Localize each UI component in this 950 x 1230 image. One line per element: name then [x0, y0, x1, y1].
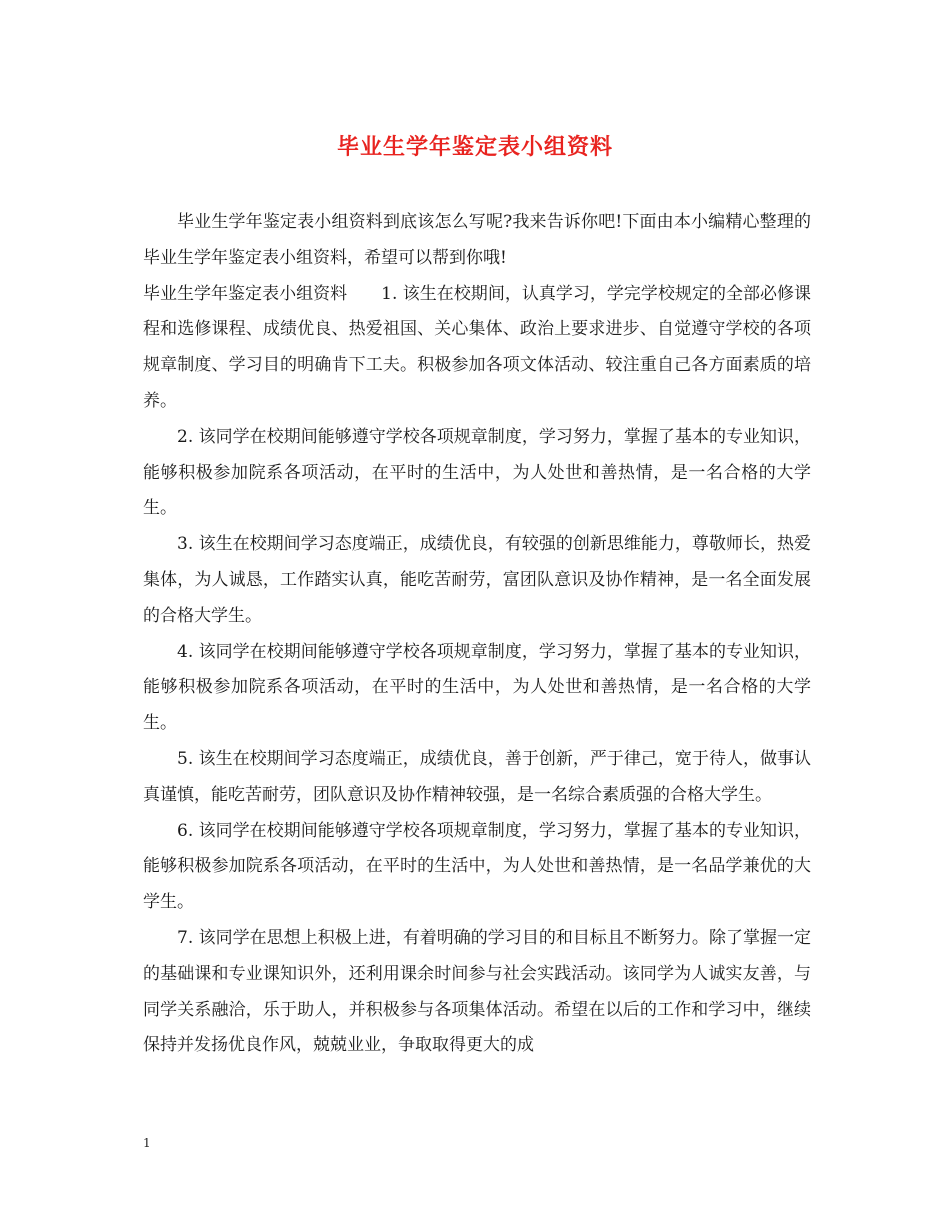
item-2-paragraph: 2. 该同学在校期间能够遵守学校各项规章制度，学习努力，掌握了基本的专业知识，能够积极参加院系各项活动，在平时的生活中，为人处世和善热情，是一名合格的大学生。 — [143, 426, 811, 519]
document-title: 毕业生学年鉴定表小组资料 — [336, 134, 613, 160]
document-body — [143, 205, 811, 1064]
item-3-paragraph: 3. 该生在校期间学习态度端正，成绩优良，有较强的创新思维能力，尊敬师长，热爱集体，为人诚恳，工作踏实认真，能吃苦耐劳，富团队意识及协作精神，是一名全面发展的合格大学生。 — [143, 534, 811, 626]
page-number: 1 — [143, 1136, 151, 1150]
item-7-paragraph: 7. 该同学在思想上积极上进，有着明确的学习目的和目标且不断努力。除了掌握一定的基础课和专业课知识外，还利用课余时间参与社会实践活动。该同学为人诚实友善，与同学关系融洽，乐于助人，并积极参与各项集体活动。希望在以后的工作和学习中，继续保持并发扬优良作风，兢兢业业，争取取得更大的成 — [143, 927, 811, 1056]
item-6-paragraph: 6. 该同学在校期间能够遵守学校各项规章制度，学习努力，掌握了基本的专业知识，能够积极参加院系各项活动，在平时的生活中，为人处世和善热情，是一名品学兼优的大学生。 — [143, 820, 811, 913]
item-5-paragraph: 5. 该生在校期间学习态度端正，成绩优良，善于创新，严于律己，宽于待人，做事认真谨慎，能吃苦耐劳，团队意识及协作精神较强，是一名综合素质强的合格大学生。 — [143, 748, 811, 805]
item-4-paragraph: 4. 该同学在校期间能够遵守学校各项规章制度，学习努力，掌握了基本的专业知识，能够积极参加院系各项活动，在平时的生活中，为人处世和善热情，是一名合格的大学生。 — [143, 641, 811, 734]
intro-paragraph: 毕业生学年鉴定表小组资料到底该怎么写呢?我来告诉你吧!下面由本小编精心整理的毕业生学年鉴定表小组资料，希望可以帮到你哦! — [143, 212, 811, 268]
item-1-paragraph: 毕业生学年鉴定表小组资料 1. 该生在校期间，认真学习，学完学校规定的全部必修课程和选修课程、成绩优良、热爱祖国、关心集体、政治上要求进步、自觉遵守学校的各项规章制度、学习目的明确肯下工夫。积极参加各项文体活动、较注重自己各方面素质的培养。 — [143, 283, 811, 411]
